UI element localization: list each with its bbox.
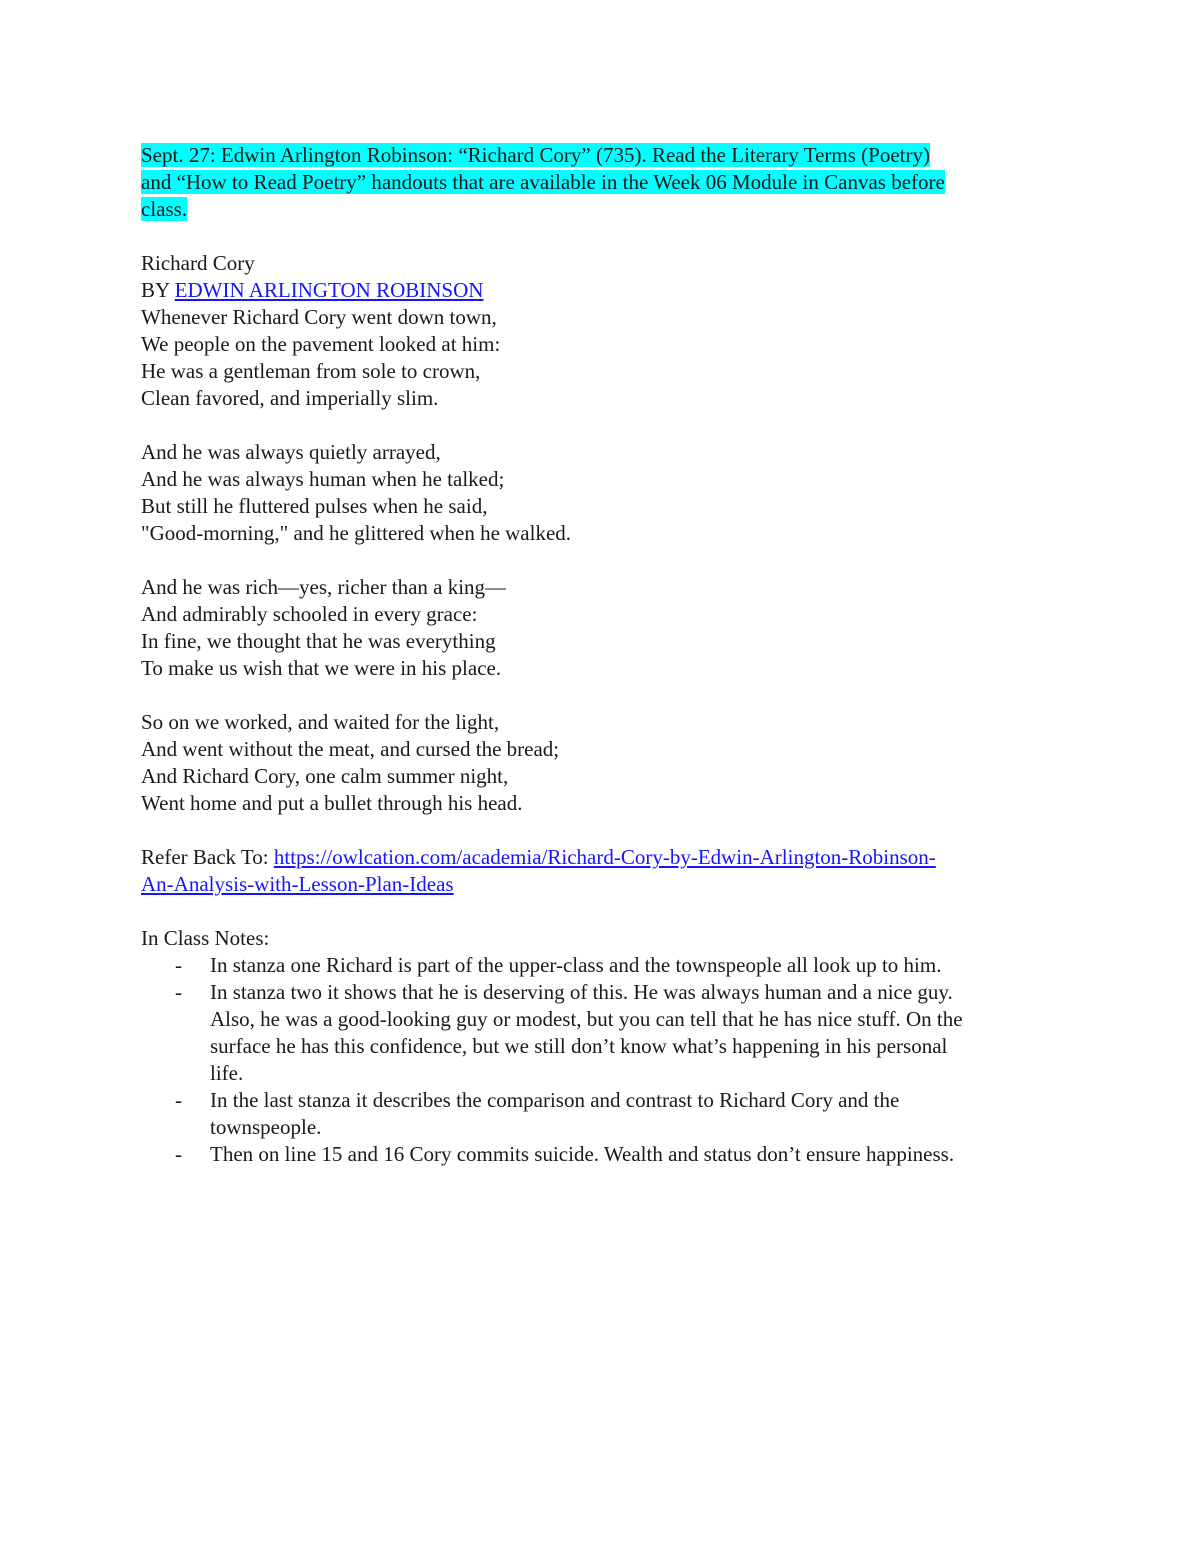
byline-prefix: BY bbox=[141, 278, 170, 302]
poem-title: Richard Cory bbox=[141, 251, 255, 275]
header-line-1 bbox=[141, 142, 1061, 169]
author-link[interactable]: EDWIN ARLINGTON ROBINSON bbox=[174, 278, 484, 302]
poem-line: And he was rich—yes, richer than a king— bbox=[141, 575, 507, 599]
notes-list bbox=[141, 952, 1061, 1168]
notes-heading: In Class Notes: bbox=[141, 926, 270, 950]
poem-byline bbox=[141, 277, 1061, 304]
poem-line: To make us wish that we were in his place. bbox=[141, 656, 502, 680]
reference-link-part-2[interactable]: An-Analysis-with-Lesson-Plan-Ideas bbox=[141, 872, 454, 896]
reference-link-part-1[interactable]: https://owlcation.com/academia/Richard-Cory-by-Edwin-Arlington-Robinson- bbox=[273, 845, 936, 869]
refer-back bbox=[141, 844, 1061, 898]
poem-line: In fine, we thought that he was everything bbox=[141, 629, 496, 653]
spacer bbox=[141, 682, 1061, 709]
stanza-1 bbox=[141, 304, 1061, 412]
bullet-dash: - bbox=[175, 1142, 182, 1166]
poem-line: Went home and put a bullet through his head. bbox=[141, 791, 523, 815]
refer-back-line-2 bbox=[141, 871, 1061, 898]
poem-line: And went without the meat, and cursed the bread; bbox=[141, 737, 560, 761]
list-item bbox=[141, 1141, 1070, 1168]
bullet-dash: - bbox=[175, 980, 182, 1004]
header-line-3 bbox=[141, 196, 1061, 223]
poem-line: We people on the pavement looked at him: bbox=[141, 332, 501, 356]
note-line: In the last stanza it describes the comparison and contrast to Richard Cory and the bbox=[210, 1088, 900, 1112]
list-item bbox=[141, 979, 1070, 1087]
poem-line: So on we worked, and waited for the light, bbox=[141, 710, 500, 734]
poem-line: He was a gentleman from sole to crown, bbox=[141, 359, 481, 383]
stanza-3 bbox=[141, 574, 1061, 682]
bullet-dash: - bbox=[175, 953, 182, 977]
header-line-1-text: Sept. 27: Edwin Arlington Robinson: “Richard Cory” (735). Read the Literary Terms (Poetry) bbox=[141, 143, 930, 167]
spacer bbox=[141, 817, 1061, 844]
bullet-dash: - bbox=[175, 1088, 182, 1112]
header-line-3-text: class. bbox=[141, 197, 188, 221]
spacer bbox=[141, 898, 1061, 925]
note-line: townspeople. bbox=[210, 1115, 322, 1139]
poem-line: And Richard Cory, one calm summer night, bbox=[141, 764, 509, 788]
poem-line: But still he fluttered pulses when he said, bbox=[141, 494, 488, 518]
spacer bbox=[141, 547, 1061, 574]
poem-line: Clean favored, and imperially slim. bbox=[141, 386, 439, 410]
poem-line: And he was always human when he talked; bbox=[141, 467, 505, 491]
note-line: In stanza two it shows that he is deserving of this. He was always human and a nice guy. bbox=[210, 980, 953, 1004]
poem-line: And he was always quietly arrayed, bbox=[141, 440, 441, 464]
document-page bbox=[141, 142, 1061, 1168]
header-line-2-text: and “How to Read Poetry” handouts that are available in the Week 06 Module in Canvas before bbox=[141, 170, 945, 194]
spacer bbox=[141, 223, 1061, 250]
poem-line: Whenever Richard Cory went down town, bbox=[141, 305, 497, 329]
poem-line: "Good-morning," and he glittered when he walked. bbox=[141, 521, 572, 545]
header-line-2 bbox=[141, 169, 1061, 196]
note-line: Then on line 15 and 16 Cory commits suicide. Wealth and status don’t ensure happiness. bbox=[210, 1142, 955, 1166]
spacer bbox=[141, 412, 1061, 439]
list-item bbox=[141, 952, 1070, 979]
note-line: life. bbox=[210, 1061, 244, 1085]
note-line: surface he has this confidence, but we still don’t know what’s happening in his personal bbox=[210, 1034, 948, 1058]
poem-line: And admirably schooled in every grace: bbox=[141, 602, 478, 626]
note-line: Also, he was a good-looking guy or modest, but you can tell that he has nice stuff. On the bbox=[210, 1007, 963, 1031]
refer-back-label: Refer Back To: bbox=[141, 845, 269, 869]
assignment-header bbox=[141, 142, 1061, 223]
stanza-2 bbox=[141, 439, 1061, 547]
stanza-4 bbox=[141, 709, 1061, 817]
refer-back-line-1 bbox=[141, 844, 1061, 871]
note-line: In stanza one Richard is part of the upper-class and the townspeople all look up to him. bbox=[210, 953, 942, 977]
list-item bbox=[141, 1087, 1070, 1141]
